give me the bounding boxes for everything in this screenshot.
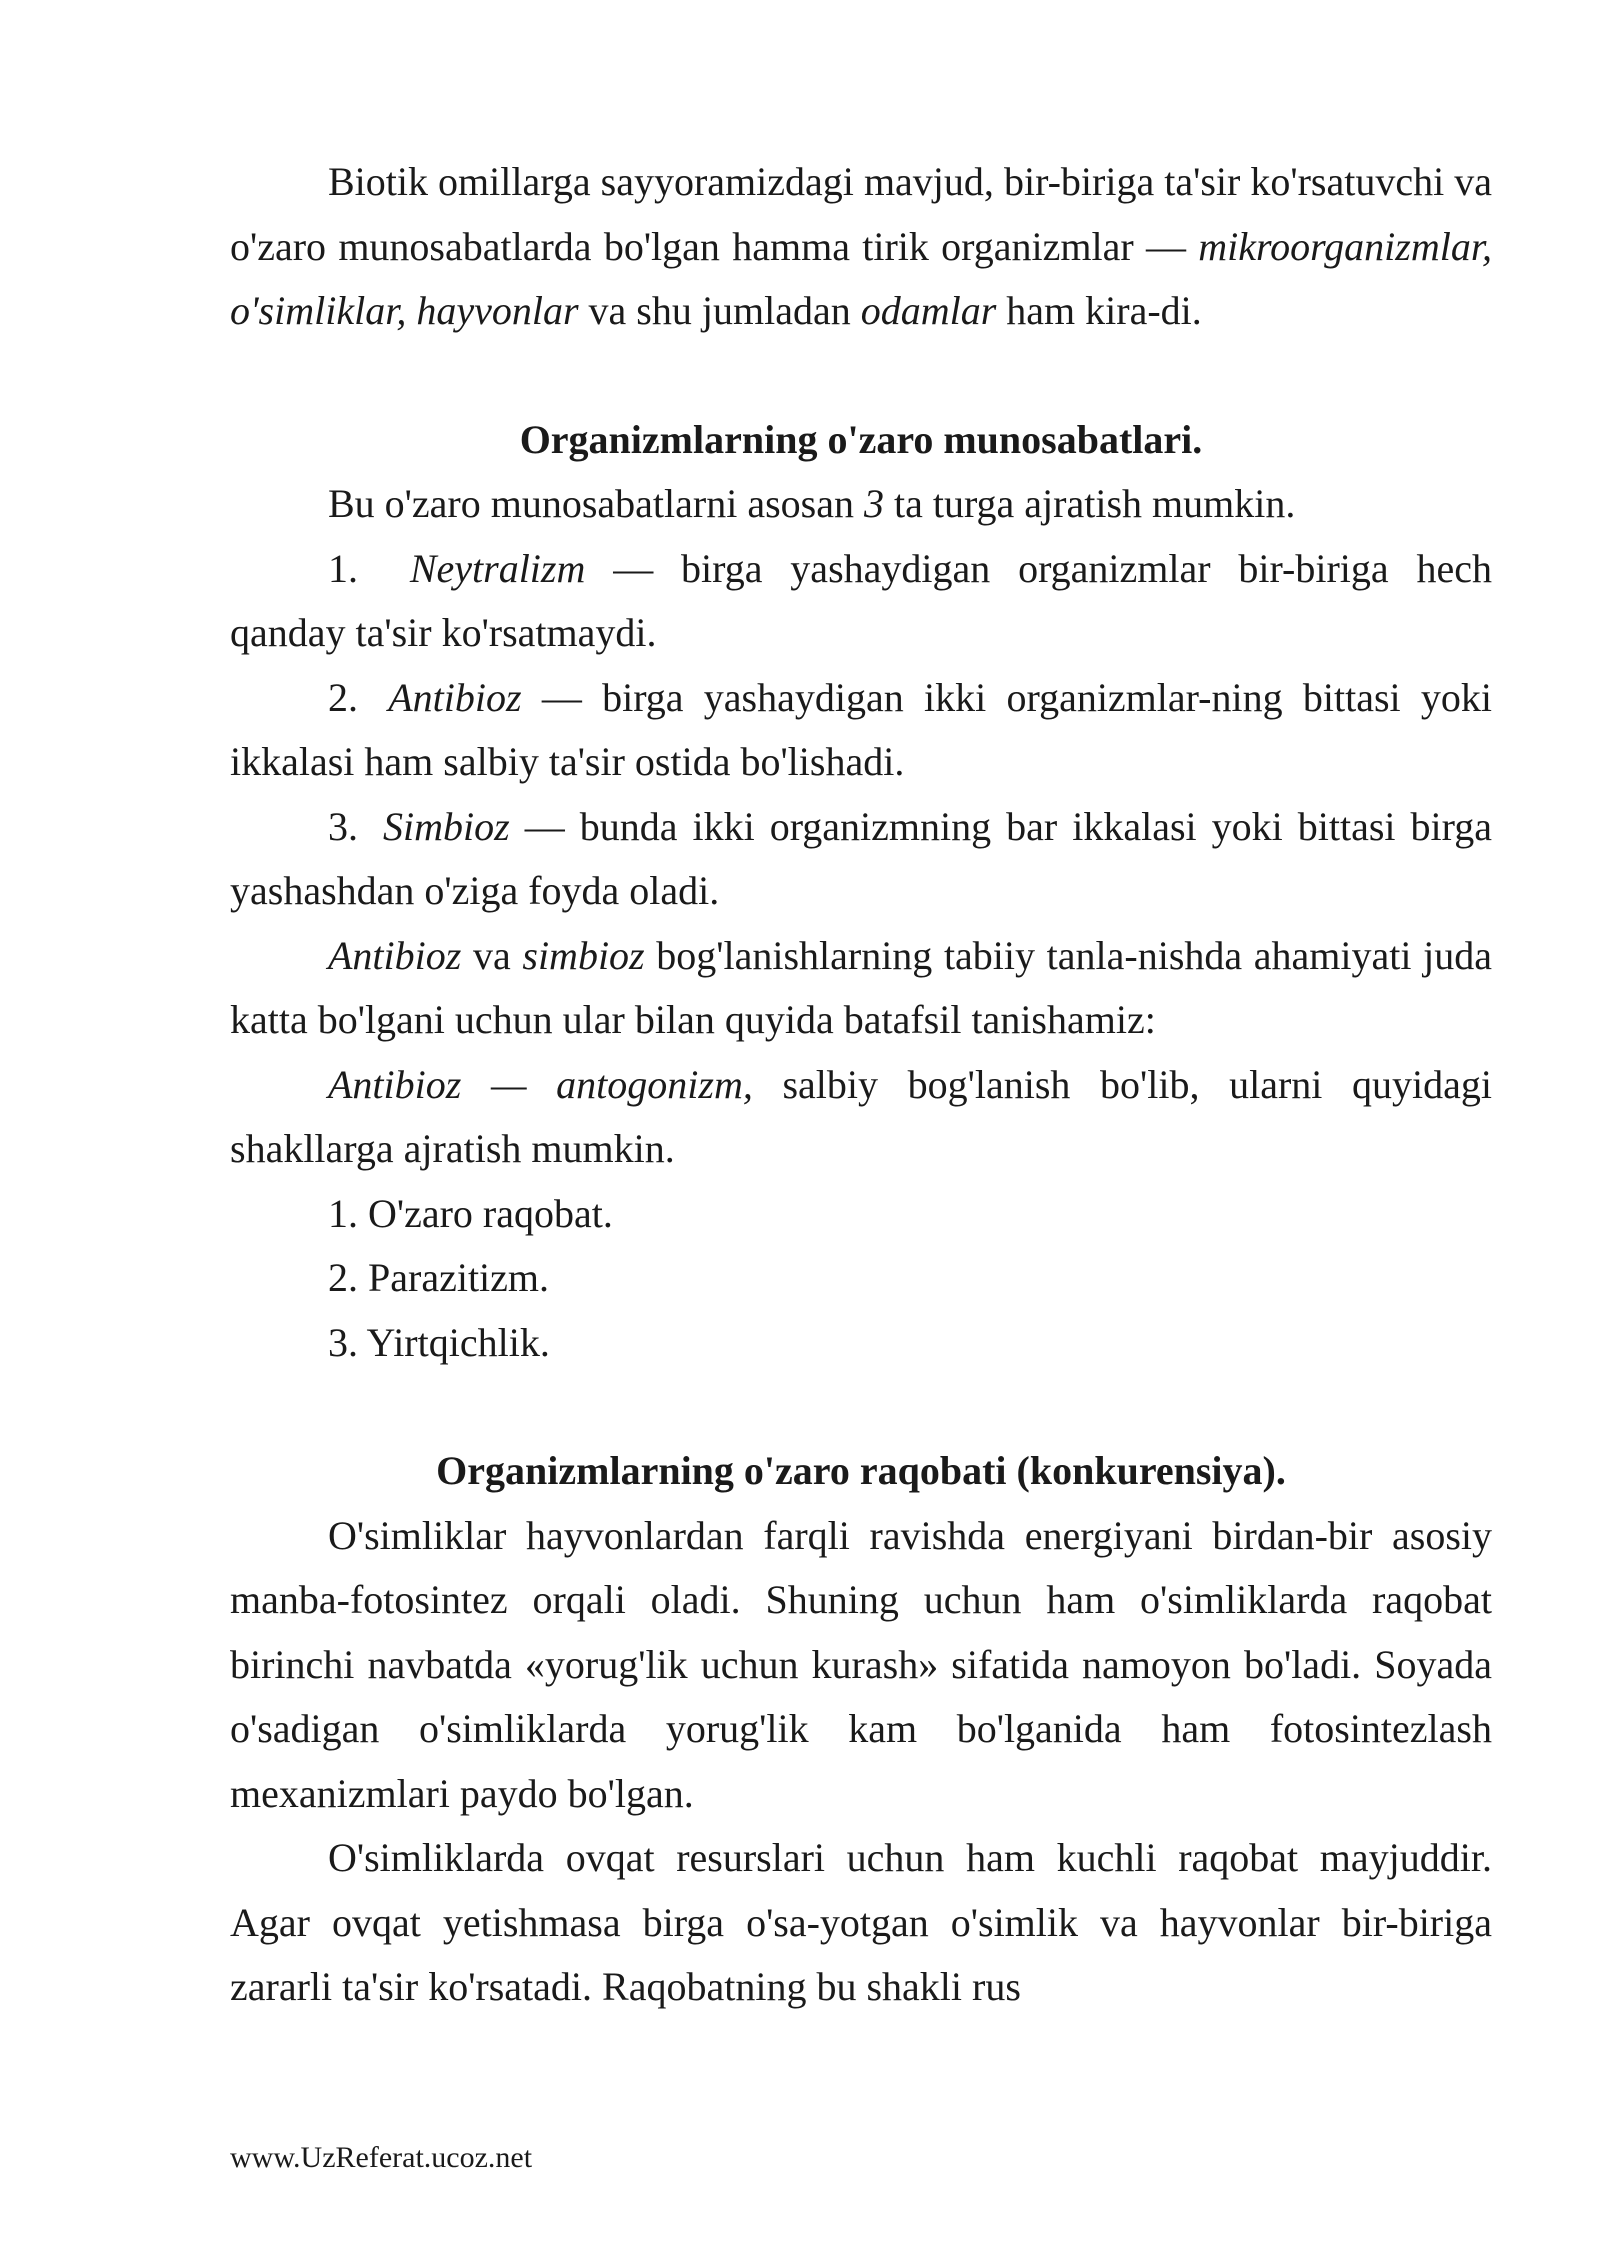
text-run: Biotik omillarga sayyoramizdagi mavjud, bir-biriga ta'sir ko'rsatuvchi va o'zaro munosabatlarda bo'lgan hamma tirik organizmlar — (230, 159, 1492, 269)
paragraph-biotik (230, 150, 1492, 344)
text-run: — birga yashaydigan organizmlar bir-biriga hech qanday ta'sir ko'rsatmaydi. (230, 545, 1493, 655)
text-run: — bunda ikki organizmning bar ikkalasi yoki bittasi birga yashashdan o'ziga foyda oladi. (230, 803, 1493, 913)
text-run: va shu jumladan (578, 288, 861, 333)
spacer (230, 1375, 1492, 1439)
text-run: ta turga ajratish mumkin. (883, 481, 1296, 526)
list-item-yirtqichlik: 3. Yirtqichlik. (328, 1319, 550, 1365)
paragraph-ovqat-resurslari: O'simliklarda ovqat resurslari uchun ham kuchli raqobat mayjuddir. Agar ovqat yetishmasa birga o'sa-yotgan o'simlik va hayvonlar bir-biriga zararli ta'sir ko'rsatadi. Raqobatning bu shakli rus (230, 1835, 1492, 2009)
text-run: — birga yashaydigan ikki organizmlar-ning bittasi yoki ikkalasi ham salbiy ta'sir ostida bo'lishadi. (230, 674, 1493, 784)
italic-run: odamlar (860, 288, 997, 333)
spacer (230, 344, 1492, 408)
section-heading-munosabatlar: Organizmlarning o'zaro munosabatlari. (519, 416, 1203, 462)
italic-run: Antibioz (328, 932, 462, 978)
text-run: ham kira-di. (996, 288, 1202, 333)
list-item-parazitizm: 2. Parazitizm. (328, 1255, 550, 1300)
list-number: 2. (328, 674, 379, 720)
section-heading-raqobat: Organizmlarning o'zaro raqobati (konkurensiya). (436, 1448, 1286, 1493)
list-number: 1. (328, 545, 386, 591)
list-number: 3. (328, 803, 374, 849)
italic-run: simbioz (522, 932, 645, 978)
text-run: salbiy bog'lanish bo'lib, ularni quyidagi shakllarga ajratish mumkin. (230, 1061, 1492, 1171)
italic-run: Antibioz (388, 674, 522, 720)
italic-run: Neytralizm (409, 545, 586, 591)
text-run: bog'lanishlarning tabiiy tanla-nishda ahamiyati juda katta bo'lgani uchun ular bilan quyida batafsil tanishamiz: (230, 932, 1493, 1042)
paragraph-antibioz-simbioz (230, 924, 1492, 1053)
italic-run: Antibioz — antogonizm, (328, 1061, 753, 1107)
text-run: Bu o'zaro munosabatlarni asosan (328, 481, 864, 526)
italic-run: mikroorganizmlar, o'simliklar, hayvonlar (230, 223, 1492, 333)
paragraph-intro-types (230, 472, 1492, 537)
text-run: va (461, 932, 523, 978)
footer-site-url: www.UzReferat.ucoz.net (230, 2141, 533, 2174)
list-item-raqobat: 1. O'zaro raqobat. (328, 1190, 613, 1236)
document-page (230, 150, 1492, 2020)
list-item-simbioz (230, 795, 1492, 924)
list-item-antibioz (230, 666, 1492, 795)
paragraph-antogonizm (230, 1053, 1492, 1182)
italic-run: 3 (863, 481, 884, 526)
italic-run: Simbioz (383, 803, 510, 849)
paragraph-osimliklar-energiya: O'simliklar hayvonlardan farqli ravishda energiyani birdan-bir asosiy manba-fotosintez orqali oladi. Shuning uchun ham o'simliklarda raqobat birinchi navbatda «yorug'lik uchun kurash» sifatida namoyon bo'ladi. Soyada o'sadigan o'simliklarda yorug'lik kam bo'lganida ham fotosintezlash mexanizmlari paydo bo'lgan. (230, 1512, 1492, 1816)
list-item-neytralizm (230, 537, 1492, 666)
